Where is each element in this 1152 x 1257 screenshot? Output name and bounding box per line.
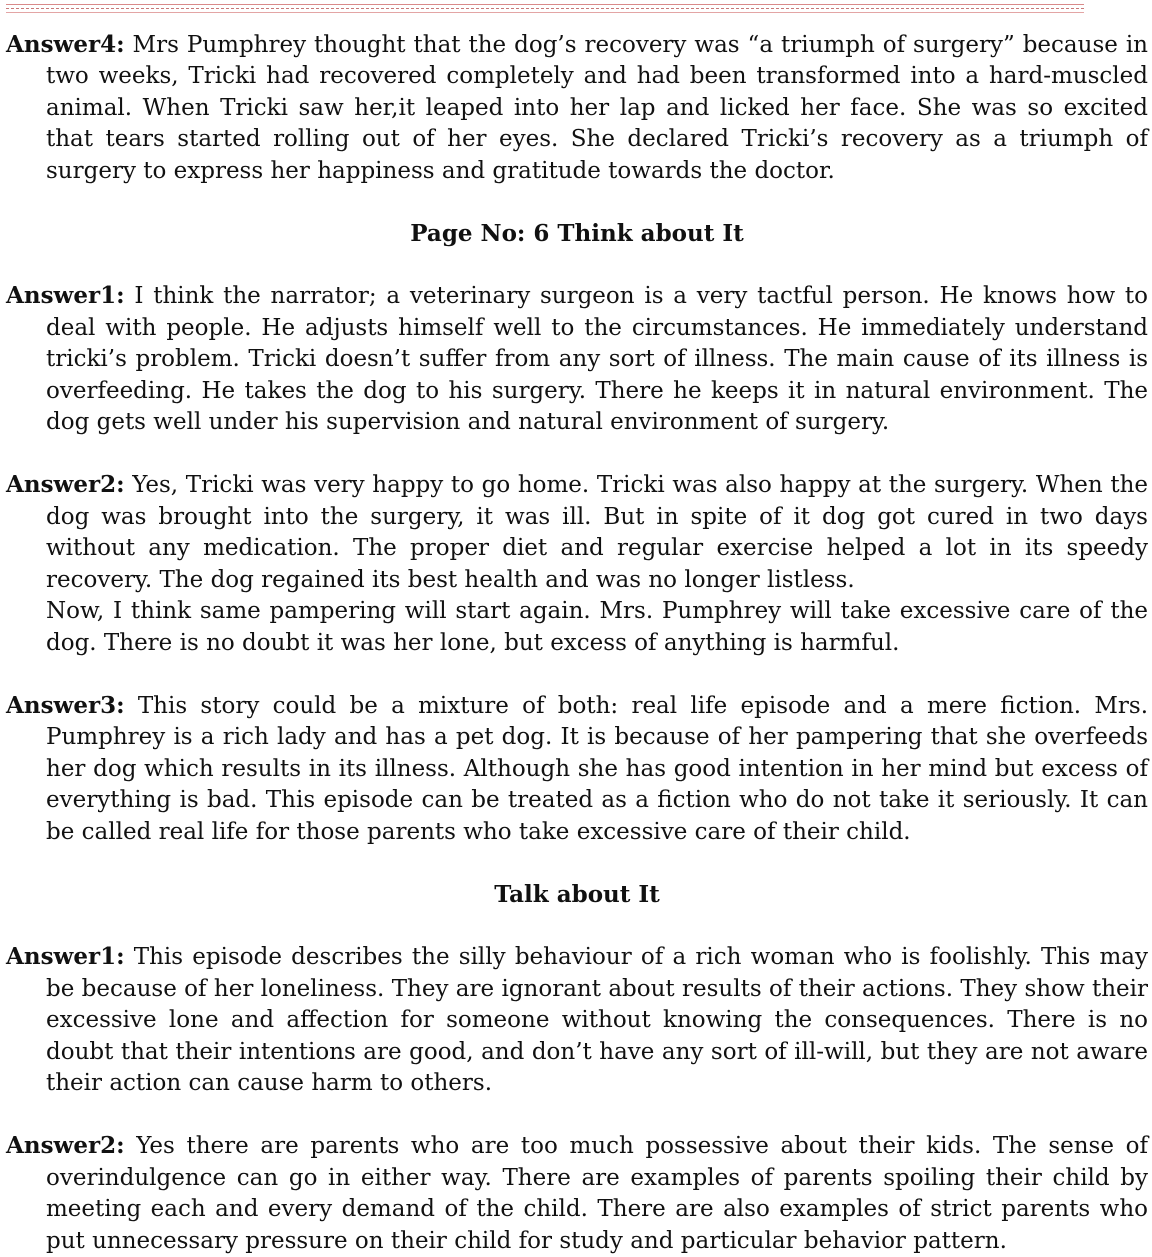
- spacer: [6, 438, 1148, 469]
- header-rule: [6, 4, 1084, 5]
- spacer: [6, 659, 1148, 690]
- think-answer-1: [6, 280, 1148, 438]
- talk-answer-2: [6, 1130, 1148, 1257]
- spacer: [6, 249, 1148, 280]
- header-rule: [6, 12, 1084, 13]
- answer-4: [6, 29, 1148, 187]
- answer-text: Yes, Tricki was very happy to go home. Tricki was also happy at the surgery. When the dog was brought into the surgery, it was ill. But in spite of it dog got cured in two days without any medication. The proper diet and regular exercise helped a lot in its speedy recovery. The dog regained its best health and was no longer listless.: [46, 472, 1148, 593]
- answer-text-continued: Now, I think same pampering will start again. Mrs. Pumphrey will take excessive care of the dog. There is no doubt it was her lone, but excess of anything is harmful.: [46, 598, 1148, 656]
- answer-label: Answer2:: [6, 471, 125, 499]
- answer-label: Answer4:: [6, 31, 125, 58]
- spacer: [6, 187, 1148, 218]
- talk-answer-1: [6, 941, 1148, 1099]
- spacer: [6, 910, 1148, 941]
- answer-text: This story could be a mixture of both: real life episode and a mere fiction. Mrs. Pumphrey is a rich lady and has a pet dog. It is because of her pampering that she overfeeds her dog which results in its illness. Although she has good intention in her mind but excess of everything is bad. This episode can be treated as a fiction who do not take it seriously. It can be called real life for those parents who take excessive care of their child.: [46, 692, 1149, 845]
- answer-label: Answer2:: [6, 1132, 125, 1160]
- answer-label: Answer1:: [6, 282, 125, 310]
- answer-text: Mrs Pumphrey thought that the dog’s recovery was “a triumph of surgery” because in two weeks, Tricki had recovered completely and had been transformed into a hard-muscled animal. When Tricki saw her,it leaped into her lap and licked her face. She was so excited that tears started rolling out of her eyes. She declared Tricki’s recovery as a triumph of surgery to express her happiness and gratitude towards the doctor.: [46, 32, 1148, 184]
- document-body: [6, 29, 1148, 1257]
- header-rule: [6, 8, 1084, 9]
- answer-label: Answer1:: [6, 943, 125, 971]
- spacer: [6, 1099, 1148, 1130]
- answer-text: I think the narrator; a veterinary surgeon is a very tactful person. He knows how to deal with people. He adjusts himself well to the circumstances. He immediately understand tricki’s problem. Tricki doesn’t suffer from any sort of illness. The main cause of its illness is overfeeding. He takes the dog to his surgery. There he keeps it in natural environment. The dog gets well under his supervision and natural environment of surgery.: [46, 283, 1149, 436]
- answer-text: Yes there are parents who are too much possessive about their kids. The sense of overindulgence can go in either way. There are examples of parents spoiling their child by meeting each and every demand of the child. There are also examples of strict parents who put unnecessary pressure on their child for study and particular behavior pattern.: [46, 1133, 1148, 1254]
- spacer: [6, 848, 1148, 879]
- answer-label: Answer3:: [6, 691, 125, 719]
- think-answer-2: [6, 469, 1148, 658]
- section-heading-talk-about-it: Talk about It: [494, 880, 660, 908]
- think-answer-3: [6, 690, 1148, 848]
- answer-text: This episode describes the silly behaviour of a rich woman who is foolishly. This may be because of her loneliness. They are ignorant about results of their actions. They show their excessive lone and affection for someone without knowing the consequences. There is no doubt that their intentions are good, and don’t have any sort of ill-will, but they are not aware their action can cause harm to others.: [46, 944, 1149, 1096]
- section-heading-think-about-it: Page No: 6 Think about It: [410, 220, 744, 248]
